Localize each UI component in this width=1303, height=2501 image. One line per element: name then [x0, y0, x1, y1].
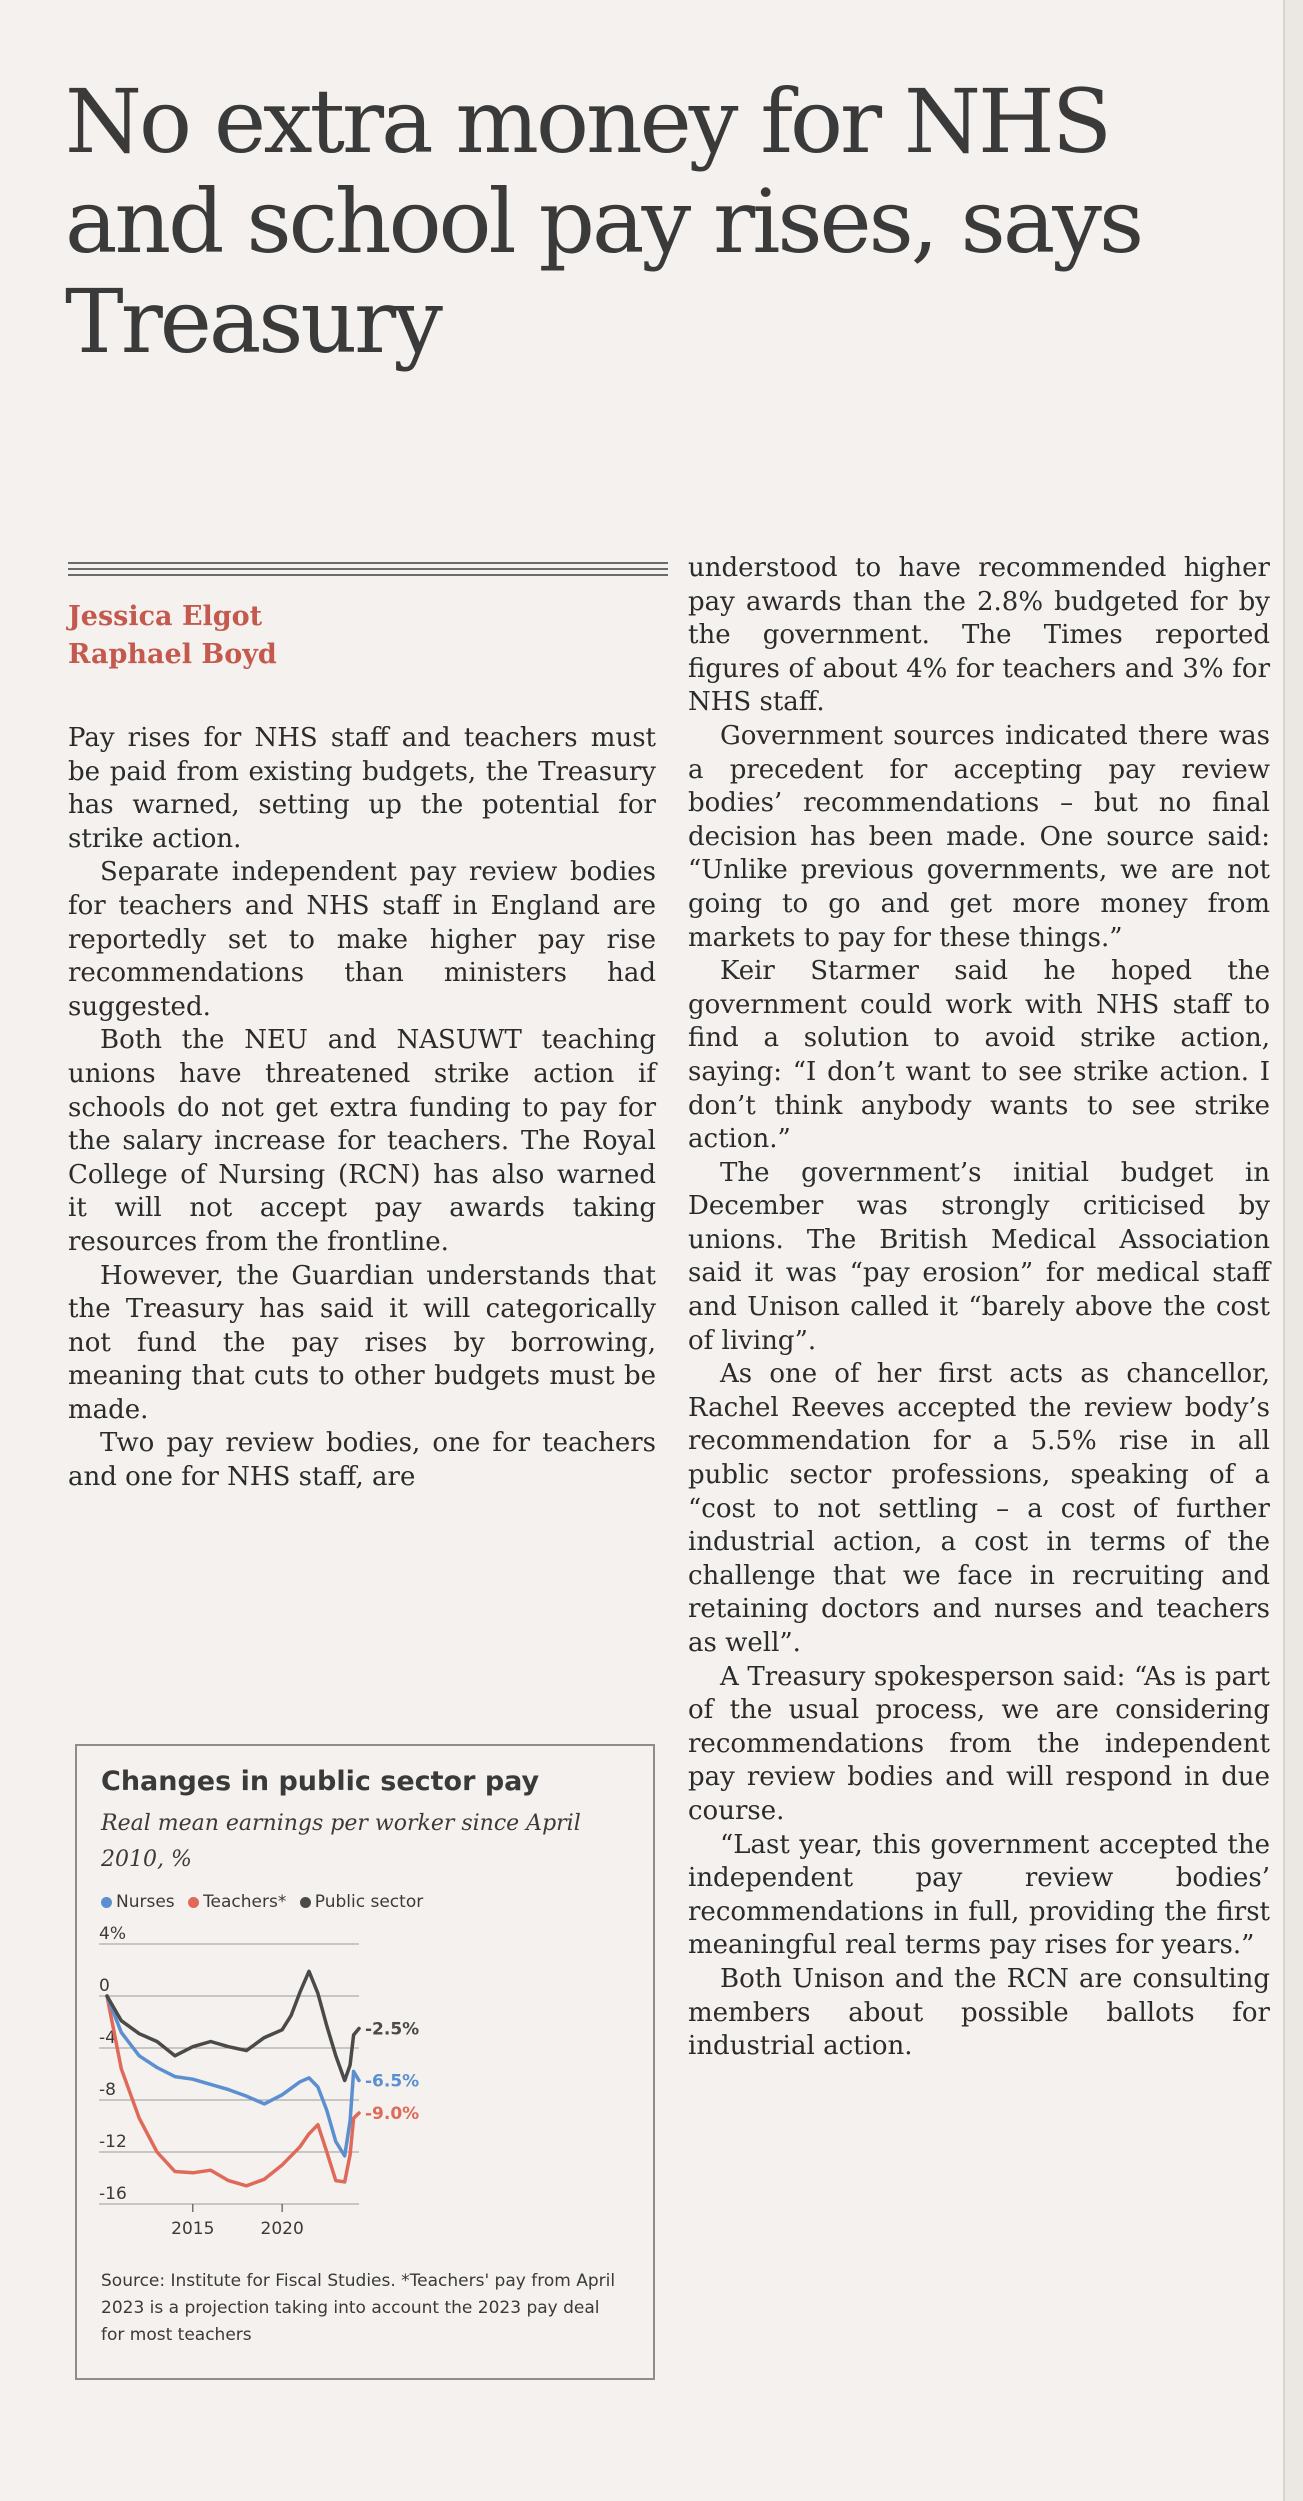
series-end-label: -9.0%: [365, 2104, 420, 2124]
legend-label: Public sector: [314, 1892, 424, 1912]
article-column-left: [68, 722, 656, 1495]
chart-subtitle: Real mean earnings per worker since April 2010, %: [101, 1811, 581, 1872]
y-tick-label: 0: [99, 1976, 110, 1996]
article-paragraph: Government sources indicated there was a precedent for accepting pay review bodies’ recommendations – but no final decision has been made. One source said: “Unlike previous governments, we are not going to go and get more money from markets to pay for these things.”: [688, 720, 1270, 953]
byline-author: Jessica Elgot: [68, 601, 263, 632]
y-tick-label: 4%: [99, 1924, 126, 1944]
article-paragraph: Separate independent pay review bodies for teachers and NHS staff in England are reportedly set to make higher pay rise recommendations than ministers had suggested.: [68, 857, 656, 1022]
article-paragraph: Both the NEU and NASUWT teaching unions have threatened strike action if schools do not get extra funding to pay for the salary increase for teachers. The Royal College of Nursing (RCN) has also warned it will not accept pay awards taking resources from the frontline.: [68, 1025, 656, 1257]
article-paragraph: As one of her first acts as chancellor, Rachel Reeves accepted the review body’s recommendation for a 5.5% rise in all public sector professions, speaking of a “cost to not settling – a cost of further industrial action, a cost in terms of the challenge that we face in recruiting and retaining doctors and nurses and teachers as well”.: [688, 1359, 1270, 1658]
article-column-right: [688, 552, 1270, 2064]
article-paragraph: understood to have recommended higher pay awards than the 2.8% budgeted for by the government. The Times reported figures of about 4% for teachers and 3% for NHS staff.: [688, 553, 1270, 718]
article-paragraph: Two pay review bodies, one for teachers and one for NHS staff, are: [68, 1428, 656, 1493]
series-end-label: -6.5%: [365, 2071, 420, 2092]
y-tick-label: -12: [99, 2132, 127, 2152]
chart-source: Source: Institute for Fiscal Studies. *Teachers' pay from April 2023 is a projection taking into account the 2023 pay deal for most teachers: [101, 2271, 616, 2345]
article-paragraph: Keir Starmer said he hoped the government could work with NHS staff to find a solution to avoid strike action, saying: “I don’t want to see strike action. I don’t think anybody wants to see strike action.”: [688, 956, 1270, 1155]
article-paragraph: The government’s initial budget in December was strongly criticised by unions. The British Medical Association said it was “pay erosion” for medical staff and Unison called it “barely above the cost of living”.: [688, 1157, 1270, 1356]
x-tick-label: 2015: [171, 2219, 215, 2239]
chart-title: Changes in public sector pay: [101, 1766, 540, 1797]
y-tick-label: -16: [99, 2184, 127, 2204]
article-paragraph: However, the Guardian understands that the Treasury has said it will categorically not fund the pay rises by borrowing, meaning that cuts to other budgets must be made.: [68, 1260, 656, 1425]
article-paragraph: “Last year, this government accepted the independent pay review bodies’ recommendations in full, providing the first meaningful real terms pay rises for years.”: [688, 1829, 1270, 1961]
article-paragraph: A Treasury spokesperson said: “As is part of the usual process, we are considering recommendations from the independent pay review bodies and will respond in due course.: [688, 1661, 1270, 1826]
byline-rules: [68, 562, 668, 584]
y-tick-label: -4: [99, 2028, 116, 2048]
y-tick-label: -8: [99, 2080, 116, 2100]
headline: No extra money for NHS and school pay rises, says Treasury: [65, 70, 1142, 373]
bylines: [68, 598, 277, 674]
legend-label: Nurses: [116, 1892, 175, 1912]
legend-label: Teachers*: [203, 1892, 287, 1912]
byline-author: Raphael Boyd: [68, 639, 277, 670]
series-line-public-sector: [107, 1971, 359, 2080]
article-paragraph: Both Unison and the RCN are consulting members about possible ballots for industrial action.: [688, 1963, 1270, 2062]
chart-box: [75, 1744, 655, 2380]
x-tick-label: 2020: [260, 2219, 304, 2239]
adjacent-page-edge: [1283, 0, 1303, 2501]
article-paragraph: Pay rises for NHS staff and teachers must be paid from existing budgets, the Treasury has warned, setting up the potential for strike action.: [68, 723, 656, 854]
series-end-label: -2.5%: [365, 2019, 420, 2040]
